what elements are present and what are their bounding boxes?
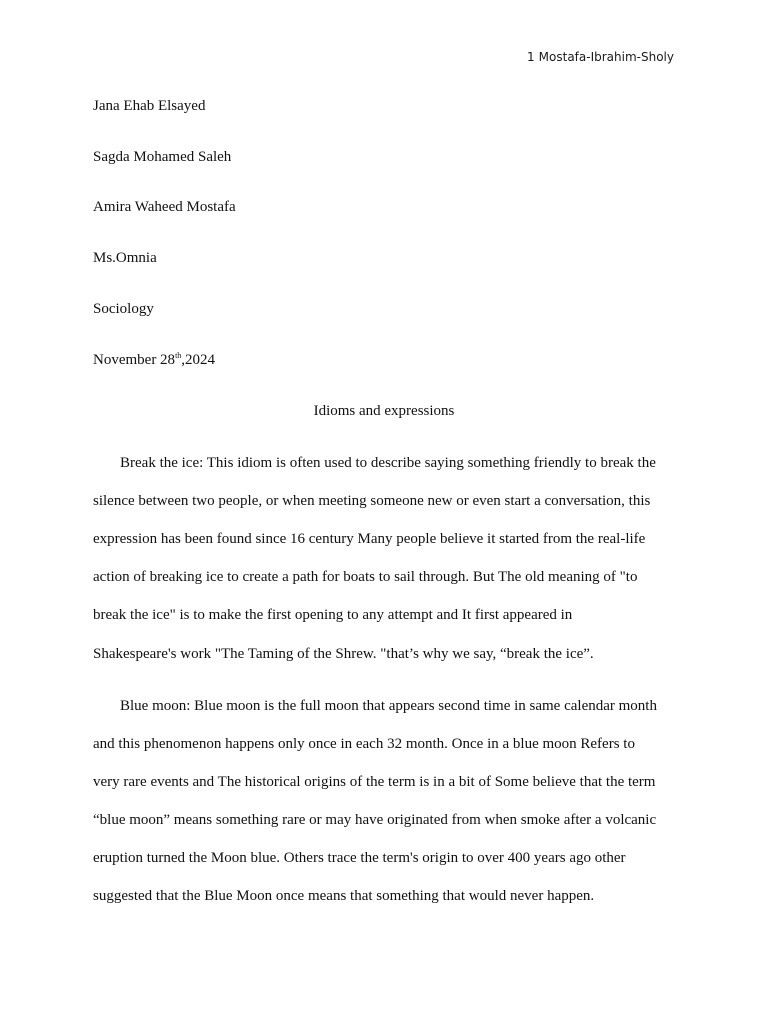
author-name-2: Sagda Mohamed Saleh [93,149,232,165]
paragraph-line: very rare events and The historical origins of the term is in a bit of Some believe that the term [93,774,656,790]
paragraph-line: silence between two people, or when meeting someone new or even start a conversation, this [93,493,651,509]
paragraph-line: Blue moon: Blue moon is the full moon that appears second time in same calendar month [120,698,657,714]
date-line [93,352,215,369]
running-head-text: Mostafa-Ibrahim-Sholy [538,50,674,64]
date-main: November 28 [93,352,176,368]
paragraph-line: expression has been found since 16 century Many people believe it started from the real-life [93,531,646,547]
paragraph-line: and this phenomenon happens only once in each 32 month. Once in a blue moon Refers to [93,736,635,752]
author-name-3: Amira Waheed Mostafa [93,199,236,215]
paragraph-line: eruption turned the Moon blue. Others trace the term's origin to over 400 years ago other [93,850,626,866]
paragraph-line: Shakespeare's work "The Taming of the Shrew. "that’s why we say, “break the ice”. [93,646,594,662]
date-year: ,2024 [181,352,216,368]
date-ordinal-suffix: th [175,351,182,360]
paragraph-line: suggested that the Blue Moon once means that something that would never happen. [93,888,595,904]
paragraph-line: Break the ice: This idiom is often used to describe saying something friendly to break the [120,455,656,471]
course-name: Sociology [93,301,154,317]
paragraph-line: action of breaking ice to create a path for boats to sail through. But The old meaning of "to [93,569,638,585]
document-title: Idioms and expressions [313,403,455,419]
paragraph-line: “blue moon” means something rare or may have originated from when smoke after a volcanic [93,812,657,828]
paragraph-line: break the ice" is to make the first opening to any attempt and It first appeared in [93,607,573,623]
running-header [527,50,674,64]
page-number: 1 [527,50,535,64]
instructor-name: Ms.Omnia [93,250,157,266]
author-name-1: Jana Ehab Elsayed [93,98,206,114]
